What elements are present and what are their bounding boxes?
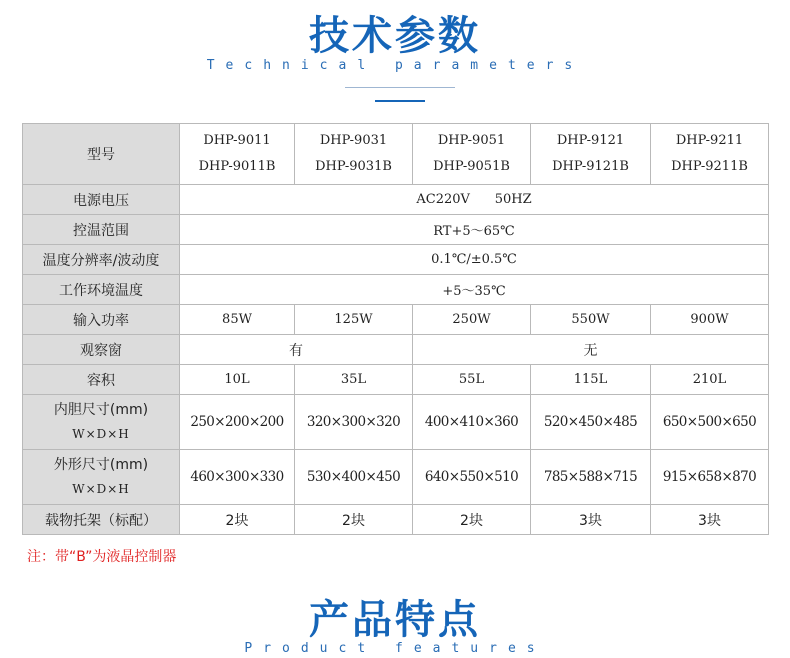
table-row-temp-range	[23, 215, 769, 245]
section-title-tech-params: 技术参数	[309, 13, 481, 59]
inner-size-cell-1: 250×200×200	[180, 395, 295, 450]
row-label-voltage: 电源电压	[23, 185, 180, 215]
section-subtitle-tech-params: Technical parameters	[206, 58, 584, 73]
volume-cell-1: 10L	[180, 365, 295, 395]
divider-accent	[375, 100, 425, 102]
outer-size-cell-2: 530×400×450	[295, 450, 413, 505]
spec-table	[22, 123, 769, 535]
outer-size-cell-3: 640×550×510	[413, 450, 531, 505]
temp-range-value: RT+5～65℃	[180, 215, 769, 245]
table-row-volume	[23, 365, 769, 395]
model-cell-1: DHP-9011 DHP-9011B	[180, 124, 295, 185]
inner-size-cell-4: 520×450×485	[531, 395, 651, 450]
window-has: 有	[180, 335, 413, 365]
model-cell-2: DHP-9031 DHP-9031B	[295, 124, 413, 185]
row-label-model: 型号	[23, 124, 180, 185]
power-cell-1: 85W	[180, 305, 295, 335]
table-row-outer-size	[23, 450, 769, 505]
table-row-inner-size	[23, 395, 769, 450]
table-row-window	[23, 335, 769, 365]
model-cell-3: DHP-9051 DHP-9051B	[413, 124, 531, 185]
volume-cell-2: 35L	[295, 365, 413, 395]
table-row-ambient	[23, 275, 769, 305]
voltage-value: AC220V 50HZ	[180, 185, 769, 215]
shelves-cell-2: 2块	[295, 505, 413, 535]
row-label-volume: 容积	[23, 365, 180, 395]
inner-size-cell-2: 320×300×320	[295, 395, 413, 450]
shelves-cell-5: 3块	[651, 505, 769, 535]
row-label-ambient: 工作环境温度	[23, 275, 180, 305]
outer-size-cell-1: 460×300×330	[180, 450, 295, 505]
shelves-cell-4: 3块	[531, 505, 651, 535]
outer-size-cell-4: 785×588×715	[531, 450, 651, 505]
row-label-power: 输入功率	[23, 305, 180, 335]
table-row-shelves	[23, 505, 769, 535]
row-label-temp-range: 控温范围	[23, 215, 180, 245]
section-title-features: 产品特点	[309, 597, 481, 643]
shelves-cell-1: 2块	[180, 505, 295, 535]
inner-size-cell-5: 650×500×650	[651, 395, 769, 450]
row-label-resolution: 温度分辨率/波动度	[23, 245, 180, 275]
row-label-inner-size: 内胆尺寸(mm) W×D×H	[23, 395, 180, 450]
outer-size-cell-5: 915×658×870	[651, 450, 769, 505]
table-row-voltage	[23, 185, 769, 215]
row-label-window: 观察窗	[23, 335, 180, 365]
volume-cell-3: 55L	[413, 365, 531, 395]
window-none: 无	[413, 335, 769, 365]
ambient-value: +5～35℃	[180, 275, 769, 305]
model-cell-4: DHP-9121 DHP-9121B	[531, 124, 651, 185]
footnote-lcd: 注：带“B”为液晶控制器	[27, 549, 177, 565]
power-cell-4: 550W	[531, 305, 651, 335]
table-row-model	[23, 124, 769, 185]
shelves-cell-3: 2块	[413, 505, 531, 535]
table-row-power	[23, 305, 769, 335]
volume-cell-4: 115L	[531, 365, 651, 395]
divider-thin	[345, 87, 455, 88]
power-cell-2: 125W	[295, 305, 413, 335]
table-row-resolution	[23, 245, 769, 275]
resolution-value: 0.1℃/±0.5℃	[180, 245, 769, 275]
model-cell-5: DHP-9211 DHP-9211B	[651, 124, 769, 185]
row-label-shelves: 载物托架（标配）	[23, 505, 180, 535]
section-subtitle-features: Product features	[244, 641, 546, 656]
row-label-outer-size: 外形尺寸(mm) W×D×H	[23, 450, 180, 505]
power-cell-5: 900W	[651, 305, 769, 335]
power-cell-3: 250W	[413, 305, 531, 335]
volume-cell-5: 210L	[651, 365, 769, 395]
inner-size-cell-3: 400×410×360	[413, 395, 531, 450]
